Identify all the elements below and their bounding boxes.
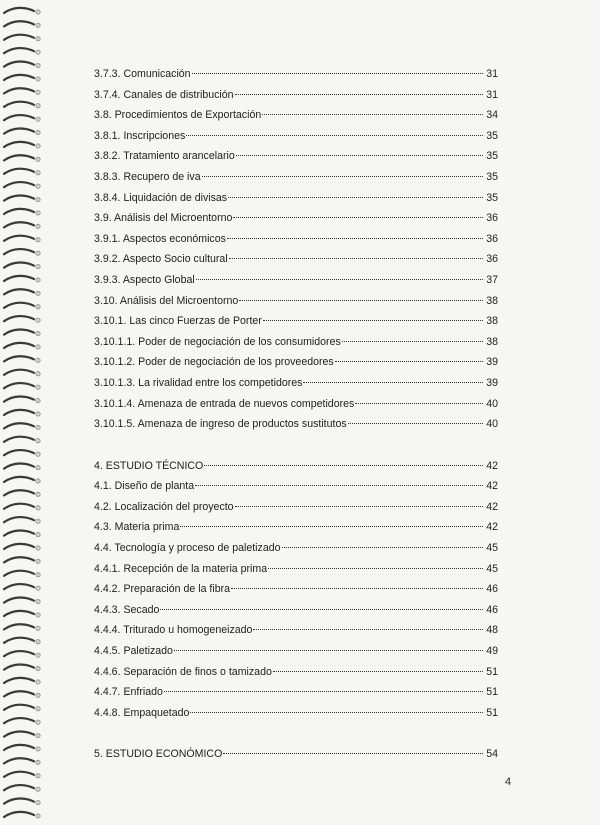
toc-leader-dots <box>263 320 483 321</box>
binding-hole <box>36 211 40 215</box>
binding-coil <box>4 731 34 736</box>
binding-coil <box>4 798 34 803</box>
binding-coil <box>4 8 34 13</box>
binding-hole <box>36 586 40 590</box>
toc-entry-page: 45 <box>486 542 498 555</box>
binding-coil <box>4 624 34 629</box>
toc-leader-dots <box>180 526 483 527</box>
binding-hole <box>36 814 40 818</box>
binding-coil <box>4 691 34 696</box>
toc-entry-title: 3.10.1.5. Amenaza de ingreso de productos sustitutos <box>94 418 347 431</box>
binding-coil <box>4 651 34 656</box>
binding-hole <box>36 532 40 536</box>
toc-leader-dots <box>355 403 483 404</box>
toc-entry <box>94 188 498 209</box>
binding-coil <box>4 21 34 26</box>
toc-entry <box>94 579 498 600</box>
toc-entry-title: 3.10.1.3. La rivalidad entre los competidores <box>94 376 303 389</box>
binding-coil <box>4 48 34 53</box>
binding-hole <box>36 10 40 14</box>
toc-entry-page: 46 <box>486 583 498 596</box>
binding-coil <box>4 35 34 40</box>
toc-entry <box>94 662 498 683</box>
binding-hole <box>36 573 40 577</box>
toc-entry <box>94 538 498 559</box>
toc-entry-title: 3.9.2. Aspecto Socio cultural <box>94 253 228 266</box>
binding-coil <box>4 222 34 227</box>
binding-coil <box>4 383 34 388</box>
binding-coil <box>4 758 34 763</box>
binding-coil <box>4 289 34 294</box>
binding-coil <box>4 88 34 93</box>
toc-entry-title: 3.7.3. Comunicación <box>94 68 191 80</box>
toc-gap <box>94 435 498 456</box>
toc-entry <box>94 414 498 435</box>
toc-entry-page: 51 <box>486 686 498 699</box>
binding-hole <box>36 104 40 108</box>
toc-entry <box>94 270 498 291</box>
toc-entry-page: 42 <box>486 500 498 513</box>
binding-coil <box>4 209 34 214</box>
toc-entry <box>94 600 498 621</box>
binding-hole <box>36 452 40 456</box>
toc-entry-page: 45 <box>486 562 498 575</box>
binding-coil <box>4 745 34 750</box>
toc-group-chapter-5 <box>94 744 498 765</box>
toc-entry <box>94 229 498 250</box>
binding-hole <box>36 506 40 510</box>
binding-hole <box>36 372 40 376</box>
toc-entry-title: 4.1. Diseño de planta <box>94 480 195 493</box>
binding-hole <box>36 680 40 684</box>
binding-hole <box>36 800 40 804</box>
binding-hole <box>36 345 40 349</box>
toc-group-chapter-3 <box>94 64 498 435</box>
toc-leader-dots <box>233 217 483 218</box>
toc-entry-page: 42 <box>486 521 498 534</box>
binding-hole <box>36 23 40 27</box>
toc-entry <box>94 744 498 765</box>
toc-entry-title: 3.9. Análisis del Microentorno <box>94 212 233 225</box>
binding-hole <box>36 157 40 161</box>
binding-hole <box>36 398 40 402</box>
binding-coil <box>4 557 34 562</box>
toc-entry-title: 3.9.1. Aspectos económicos <box>94 232 226 245</box>
binding-hole <box>36 492 40 496</box>
toc-entry-title: 3.8. Procedimientos de Exportación <box>94 109 262 122</box>
toc-entry-title: 4.4.3. Secado <box>94 603 160 616</box>
toc-entry-page: 48 <box>486 624 498 637</box>
toc-entry-page: 36 <box>486 232 498 245</box>
toc-leader-dots <box>253 629 483 630</box>
toc-entry-page: 38 <box>486 294 498 307</box>
binding-hole <box>36 546 40 550</box>
binding-hole <box>36 760 40 764</box>
binding-hole <box>36 653 40 657</box>
binding-hole <box>36 613 40 617</box>
binding-coil <box>4 812 34 817</box>
toc-leader-dots <box>190 712 483 713</box>
toc-entry <box>94 682 498 703</box>
binding-coil <box>4 490 34 495</box>
binding-hole <box>36 77 40 81</box>
binding-coil <box>4 664 34 669</box>
toc-leader-dots <box>236 155 483 156</box>
toc-leader-dots <box>273 671 483 672</box>
toc-entry <box>94 456 498 477</box>
binding-hole <box>36 358 40 362</box>
binding-coil <box>4 517 34 522</box>
binding-coil <box>4 410 34 415</box>
binding-coil <box>4 718 34 723</box>
toc-leader-dots <box>164 691 483 692</box>
toc-entry-title: 3.10.1.1. Poder de negociación de los consumidores <box>94 335 341 348</box>
toc-entry <box>94 311 498 332</box>
toc-entry-title: 4.4.4. Triturado u homogeneizado <box>94 624 253 637</box>
toc-entry-page: 54 <box>486 748 498 761</box>
toc-group-chapter-4 <box>94 456 498 724</box>
binding-hole <box>36 238 40 242</box>
binding-hole <box>36 479 40 483</box>
binding-coil <box>4 450 34 455</box>
binding-hole <box>36 264 40 268</box>
binding-coil <box>4 343 34 348</box>
toc-entry-title: 3.8.4. Liquidación de divisas <box>94 191 228 204</box>
toc-entry-title: 3.8.1. Inscripciones <box>94 129 186 142</box>
toc-entry-title: 3.10.1.4. Amenaza de entrada de nuevos competidores <box>94 397 355 410</box>
toc-entry-page: 40 <box>486 418 498 431</box>
toc-entry-page: 34 <box>486 109 498 122</box>
binding-coil <box>4 584 34 589</box>
toc-entry-title: 4.3. Materia prima <box>94 521 180 534</box>
binding-hole <box>36 144 40 148</box>
binding-coil <box>4 75 34 80</box>
binding-coil <box>4 463 34 468</box>
binding-coil <box>4 638 34 643</box>
binding-coil <box>4 423 34 428</box>
toc-entry-page: 38 <box>486 335 498 348</box>
binding-hole <box>36 707 40 711</box>
spiral-binding <box>0 0 44 825</box>
toc-leader-dots <box>174 650 483 651</box>
binding-coil <box>4 155 34 160</box>
binding-coil <box>4 195 34 200</box>
toc-leader-dots <box>202 176 483 177</box>
toc-leader-dots <box>192 73 483 74</box>
toc-leader-dots <box>268 568 483 569</box>
toc-entry <box>94 146 498 167</box>
toc-entry <box>94 352 498 373</box>
binding-coil <box>4 142 34 147</box>
toc-entry <box>94 476 498 497</box>
binding-hole <box>36 130 40 134</box>
toc-entry <box>94 64 498 85</box>
toc-leader-dots <box>227 238 483 239</box>
binding-hole <box>36 439 40 443</box>
toc-leader-dots <box>160 609 483 610</box>
binding-coil <box>4 102 34 107</box>
binding-hole <box>36 305 40 309</box>
page-number: 4 <box>505 776 512 788</box>
toc-entry-page: 40 <box>486 397 498 410</box>
toc-entry-page: 35 <box>486 150 498 163</box>
binding-coil <box>4 262 34 267</box>
binding-hole <box>36 318 40 322</box>
toc-entry-title: 3.7.4. Canales de distribución <box>94 88 234 101</box>
binding-hole <box>36 465 40 469</box>
binding-coil <box>4 396 34 401</box>
toc-entry <box>94 559 498 580</box>
binding-coil <box>4 182 34 187</box>
toc-entry-page: 51 <box>486 665 498 678</box>
toc-entry <box>94 641 498 662</box>
toc-leader-dots <box>228 197 483 198</box>
binding-coil <box>4 303 34 308</box>
binding-hole <box>36 117 40 121</box>
toc-entry-page: 42 <box>486 459 498 472</box>
binding-hole <box>36 278 40 282</box>
binding-hole <box>36 559 40 563</box>
toc-entry <box>94 126 498 147</box>
toc-leader-dots <box>348 423 483 424</box>
binding-coil <box>4 61 34 66</box>
toc-entry <box>94 167 498 188</box>
toc-entry <box>94 332 498 353</box>
toc-entry-page: 37 <box>486 273 498 286</box>
binding-coil <box>4 370 34 375</box>
toc-entry <box>94 517 498 538</box>
toc-entry-page: 31 <box>486 68 498 80</box>
binding-hole <box>36 747 40 751</box>
toc-entry-title: 3.10.1.2. Poder de negociación de los proveedores <box>94 356 334 369</box>
binding-hole <box>36 626 40 630</box>
toc-leader-dots <box>235 94 483 95</box>
toc-entry-page: 39 <box>486 376 498 389</box>
binding-coil <box>4 785 34 790</box>
toc-leader-dots <box>231 588 483 589</box>
toc-entry-title: 4.4.1. Recepción de la materia prima <box>94 562 268 575</box>
toc-entry <box>94 497 498 518</box>
toc-leader-dots <box>186 135 483 136</box>
binding-coil <box>4 544 34 549</box>
binding-coil <box>4 128 34 133</box>
toc-entry <box>94 208 498 229</box>
toc-entry-title: 4.4. Tecnología y proceso de paletizado <box>94 542 281 555</box>
binding-coil <box>4 169 34 174</box>
binding-coil <box>4 276 34 281</box>
binding-hole <box>36 37 40 41</box>
toc-entry-title: 3.10.1. Las cinco Fuerzas de Porter <box>94 315 262 328</box>
toc-entry-title: 4.4.5. Paletizado <box>94 645 173 658</box>
toc-entry-title: 3.8.3. Recupero de iva <box>94 170 201 183</box>
toc-leader-dots <box>195 485 483 486</box>
toc-leader-dots <box>229 258 483 259</box>
binding-coil <box>4 249 34 254</box>
binding-coil <box>4 597 34 602</box>
binding-hole <box>36 251 40 255</box>
toc-leader-dots <box>335 361 483 362</box>
toc-entry-title: 3.9.3. Aspecto Global <box>94 273 195 286</box>
toc-entry-page: 39 <box>486 356 498 369</box>
toc-entry-title: 4. ESTUDIO TÉCNICO <box>94 459 204 472</box>
toc-leader-dots <box>303 382 483 383</box>
toc-leader-dots <box>262 114 483 115</box>
toc-entry-page: 49 <box>486 645 498 658</box>
toc-entry <box>94 373 498 394</box>
toc-entry-title: 4.2. Localización del proyecto <box>94 500 234 513</box>
binding-hole <box>36 425 40 429</box>
toc-entry <box>94 291 498 312</box>
binding-hole <box>36 171 40 175</box>
table-of-contents <box>94 64 498 765</box>
binding-hole <box>36 63 40 67</box>
toc-entry-page: 35 <box>486 170 498 183</box>
toc-entry-title: 4.4.2. Preparación de la fibra <box>94 583 231 596</box>
binding-hole <box>36 224 40 228</box>
binding-hole <box>36 519 40 523</box>
binding-coil <box>4 678 34 683</box>
toc-leader-dots <box>282 547 483 548</box>
toc-entry-page: 38 <box>486 315 498 328</box>
binding-coil <box>4 611 34 616</box>
toc-entry-page: 35 <box>486 191 498 204</box>
toc-entry-page: 42 <box>486 480 498 493</box>
binding-coil <box>4 356 34 361</box>
toc-entry-title: 4.4.6. Separación de finos o tamizado <box>94 665 272 678</box>
binding-hole <box>36 50 40 54</box>
toc-leader-dots <box>235 506 483 507</box>
binding-hole <box>36 90 40 94</box>
toc-entry <box>94 85 498 106</box>
toc-entry-title: 4.4.8. Empaquetado <box>94 706 190 719</box>
binding-coil <box>4 705 34 710</box>
binding-hole <box>36 197 40 201</box>
toc-entry-page: 31 <box>486 88 498 101</box>
binding-coil <box>4 571 34 576</box>
binding-coil <box>4 772 34 777</box>
binding-hole <box>36 640 40 644</box>
binding-hole <box>36 693 40 697</box>
toc-entry-title: 4.4.7. Enfriado <box>94 686 163 699</box>
binding-hole <box>36 412 40 416</box>
toc-entry-page: 35 <box>486 129 498 142</box>
binding-hole <box>36 599 40 603</box>
toc-entry-page: 36 <box>486 212 498 225</box>
toc-entry-page: 36 <box>486 253 498 266</box>
binding-hole <box>36 666 40 670</box>
toc-gap <box>94 723 498 744</box>
binding-hole <box>36 331 40 335</box>
toc-leader-dots <box>342 341 483 342</box>
toc-entry <box>94 249 498 270</box>
binding-hole <box>36 774 40 778</box>
toc-leader-dots <box>223 753 483 754</box>
toc-leader-dots <box>196 279 483 280</box>
binding-coil <box>4 115 34 120</box>
toc-entry-page: 51 <box>486 706 498 719</box>
toc-entry <box>94 620 498 641</box>
toc-leader-dots <box>239 300 483 301</box>
binding-coil <box>4 329 34 334</box>
binding-coil <box>4 504 34 509</box>
toc-entry <box>94 105 498 126</box>
binding-coil <box>4 530 34 535</box>
binding-hole <box>36 787 40 791</box>
binding-coil <box>4 477 34 482</box>
binding-hole <box>36 385 40 389</box>
toc-entry <box>94 703 498 724</box>
binding-coil <box>4 236 34 241</box>
toc-entry <box>94 394 498 415</box>
toc-entry-title: 3.8.2. Tratamiento arancelario <box>94 150 235 163</box>
toc-entry-page: 46 <box>486 603 498 616</box>
binding-hole <box>36 291 40 295</box>
binding-hole <box>36 733 40 737</box>
binding-coil <box>4 316 34 321</box>
toc-entry-title: 3.10. Análisis del Microentorno <box>94 294 239 307</box>
binding-coil <box>4 437 34 442</box>
binding-hole <box>36 720 40 724</box>
binding-hole <box>36 184 40 188</box>
toc-leader-dots <box>204 465 483 466</box>
toc-entry-title: 5. ESTUDIO ECONÓMICO <box>94 748 223 761</box>
